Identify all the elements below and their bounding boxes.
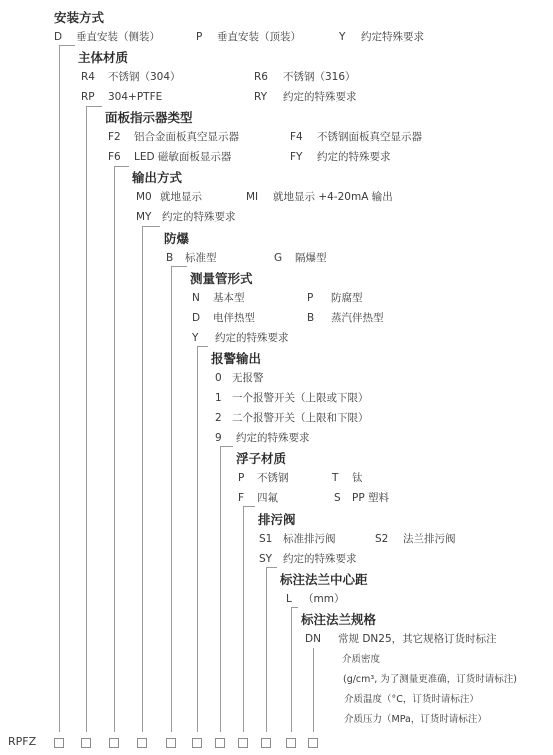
desc: 就地显示 [160, 191, 202, 203]
code-box [109, 738, 119, 748]
tree-line-7 [220, 446, 221, 732]
tree-connector [86, 106, 102, 107]
code-box [308, 738, 318, 748]
code: F4 [290, 131, 303, 143]
code: T [332, 472, 339, 484]
code: P [238, 472, 245, 484]
model-code: RPFZ [8, 735, 37, 748]
desc: 约定的特殊要求 [162, 211, 236, 223]
desc: 法兰排污阀 [403, 533, 456, 545]
section-title-alarm-output: 报警输出 [211, 351, 262, 366]
desc: 电伴热型 [213, 312, 255, 324]
desc: 常规 DN25，其它规格订货时标注 [338, 633, 497, 645]
tree-connector [114, 166, 129, 167]
code: RP [81, 91, 95, 103]
section-title-measuring-tube: 测量管形式 [190, 271, 253, 286]
desc: 基本型 [213, 292, 245, 304]
desc: 铝合金面板真空显示器 [134, 131, 239, 143]
desc: 不锈钢 [257, 472, 289, 484]
code: DN [305, 633, 321, 645]
desc: 钛 [352, 472, 363, 484]
code: D [54, 31, 63, 43]
code: S [334, 492, 341, 504]
section-title-flange-spec: 标注法兰规格 [301, 612, 377, 627]
desc: 约定的特殊要求 [283, 91, 357, 103]
tree-connector [142, 226, 160, 227]
code: L [286, 593, 292, 605]
code: P [196, 31, 203, 43]
desc: 约定的特殊要求 [283, 553, 357, 565]
desc: LED 磁敏面板显示器 [134, 151, 232, 163]
code: B [307, 312, 315, 324]
desc: 约定的特殊要求 [317, 151, 391, 163]
tree-line-3 [114, 166, 115, 732]
tree-line-11 [313, 648, 314, 732]
desc: 不锈钢面板真空显示器 [317, 131, 422, 143]
code: G [274, 252, 283, 264]
desc: 304+PTFE [108, 91, 163, 103]
code: S1 [259, 533, 273, 545]
code: R4 [81, 71, 95, 83]
code-box [81, 738, 91, 748]
code-box [137, 738, 147, 748]
code: FY [290, 151, 303, 163]
section-title-output: 输出方式 [132, 170, 183, 185]
tree-line-9 [266, 567, 267, 732]
code: 9 [215, 432, 222, 444]
code-box [54, 738, 64, 748]
section-title-flange-center-distance: 标注法兰中心距 [280, 572, 368, 587]
tree-line-2 [86, 106, 87, 732]
desc: 不锈钢（316） [283, 71, 356, 83]
code: SY [259, 553, 273, 565]
note-medium-temperature: 介质温度（°C，订货时请标注） [344, 694, 479, 705]
tree-connector [197, 346, 208, 347]
code: P [307, 292, 314, 304]
section-title-float-material: 浮子材质 [236, 451, 287, 466]
section-title-body-material: 主体材质 [78, 50, 129, 65]
desc: 二个报警开关（上限和下限） [232, 412, 369, 424]
code: F2 [108, 131, 121, 143]
code-box [192, 738, 202, 748]
code: 0 [215, 372, 222, 384]
desc: 垂直安装（侧装） [76, 31, 160, 43]
code: Y [192, 332, 199, 344]
tree-connector [220, 446, 233, 447]
tree-connector [266, 567, 277, 568]
tree-connector [243, 506, 255, 507]
note-medium-density: 介质密度 [342, 654, 381, 665]
desc: 约定的特殊要求 [236, 432, 310, 444]
desc: 约定的特殊要求 [215, 332, 289, 344]
section-title-indicator-type: 面板指示器类型 [105, 110, 193, 125]
desc: 一个报警开关（上限或下限） [232, 392, 369, 404]
section-title-mounting: 安装方式 [54, 10, 105, 25]
code: D [192, 312, 201, 324]
desc: 不锈钢（304） [108, 71, 181, 83]
code: B [166, 252, 174, 264]
desc: 无报警 [232, 372, 264, 384]
desc: 防腐型 [331, 292, 363, 304]
tree-connector [291, 607, 298, 608]
code: MY [136, 211, 152, 223]
code: S2 [375, 533, 389, 545]
code-box [286, 738, 296, 748]
code-box [215, 738, 225, 748]
note-medium-pressure: 介质压力（MPa，订货时请标注） [344, 714, 487, 725]
tree-line-10 [291, 607, 292, 732]
desc: 蒸汽伴热型 [331, 312, 384, 324]
desc: 垂直安装（顶装） [217, 31, 301, 43]
code-box [261, 738, 271, 748]
tree-line-5 [171, 266, 172, 732]
section-title-explosion-proof: 防爆 [164, 231, 190, 246]
tree-line-4 [142, 226, 143, 732]
desc: 约定特殊要求 [361, 31, 424, 43]
code: N [192, 292, 200, 304]
tree-line-8 [243, 506, 244, 732]
tree-line-6 [197, 346, 198, 732]
code: Y [339, 31, 346, 43]
code: M0 [136, 191, 152, 203]
desc: 四氟 [257, 492, 278, 504]
code: F [238, 492, 245, 504]
code-box [238, 738, 248, 748]
code: MI [246, 191, 259, 203]
tree-connector [59, 45, 75, 46]
code: RY [254, 91, 268, 103]
code: 1 [215, 392, 222, 404]
desc: （mm） [303, 593, 345, 605]
tree-line-1 [59, 45, 60, 732]
code: 2 [215, 412, 222, 424]
code: R6 [254, 71, 268, 83]
tree-connector [171, 266, 187, 267]
code: F6 [108, 151, 121, 163]
desc: 隔爆型 [295, 252, 327, 264]
desc: 就地显示 +4-20mA 输出 [273, 191, 393, 203]
note-density-unit: (g/cm³, 为了测量更准确，订货时请标注) [343, 674, 517, 685]
desc: PP 塑料 [352, 492, 390, 504]
code-box [166, 738, 176, 748]
desc: 标准排污阀 [283, 533, 336, 545]
desc: 标准型 [185, 252, 217, 264]
section-title-drain-valve: 排污阀 [258, 512, 296, 527]
